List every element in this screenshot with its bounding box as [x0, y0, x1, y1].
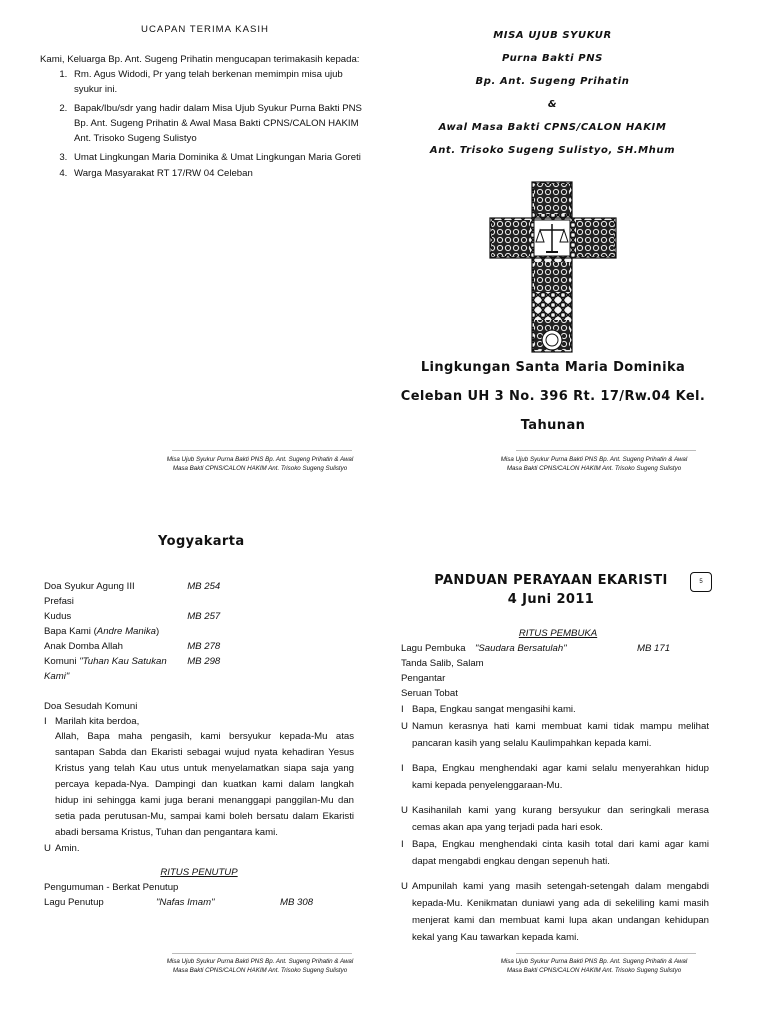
page-number-badge: 5: [690, 572, 712, 592]
doa-title: Doa Sesudah Komuni: [44, 701, 138, 712]
pengantar-line: Pengantar: [401, 673, 446, 684]
prayer-line: U Kasihanilah kami yang kurang bersyukur dan seringkali merasa cemas akan apa yang terjadi pada hari esok.: [401, 805, 709, 833]
cover-header: [400, 30, 705, 156]
table-row: Lagu Pembuka "Saudara Bersatulah" MB 171: [401, 643, 671, 654]
prayer-line: I Bapa, Engkau sangat mengasihi kami.: [401, 704, 576, 715]
table-row: Bapa Kami (Andre Manika): [44, 626, 160, 637]
pengumuman-line: Pengumuman - Berkat Penutup: [44, 882, 179, 893]
footer-separator: [172, 450, 352, 451]
communion-section: [44, 579, 354, 910]
cover-line: MISA UJUB SYUKUR: [493, 30, 612, 41]
prayer-line: U Ampunilah kami yang masih setengah-setengah dalam mengabdi kepada-Mu. Kenikmatan duniawi yang ada di sekeliling kami masih menjerat kami dan membuat kami lupa akan undangan kehidupan kekal yang Kau tawarkan kepada kami.: [401, 881, 709, 943]
footer-separator: [516, 450, 696, 451]
table-row: Lagu Penutup "Nafas Imam" MB 308: [44, 897, 314, 908]
prayer-line: U Namun kerasnya hati kami membuat kami tidak mampu melihat pancaran kasih yang selalu Kaulimpahkan kepada kami.: [401, 721, 709, 749]
location-name: Lingkungan Santa Maria Dominika: [420, 360, 686, 375]
table-row: Komuni "Tuhan Kau Satukan Kami" MB 298: [44, 656, 221, 682]
doa-body: Allah, Bapa maha pengasih, kami bersyukur kepada-Mu atas santapan Sabda dan Ekaristi sebagai wujud nyata kehadiran Yesus Kristus yang telah Kau utus untuk menyelamatkan siapa saja yang percaya kepada-Nya. Dampingi dan kuatkan kami dalam langkah hidup ini sehingga kami juga berani menanggapi panggilan-Mu dan setia pada perutusan-Mu, sampai kami boleh bersatu dalam Ekaristi abadi bersama Kristus, Tuhan dan pengantara kami.: [55, 731, 354, 838]
table-row: Doa Syukur Agung III MB 254: [44, 581, 221, 592]
list-item: 4. Warga Masyarakat RT 17/RW 04 Celeban: [70, 166, 370, 181]
cover-line: &: [547, 99, 558, 110]
prayer-line: I Bapa, Engkau menghendaki cinta kasih total dari kami agar kami dapat mengabdi engkau dengan sepenuh hati.: [401, 839, 709, 867]
cover-line: Awal Masa Bakti CPNS/CALON HAKIM: [438, 122, 667, 133]
page-footer: Misa Ujub Syukur Purna Bakti PNS Bp. Ant. Sugeng Prihatin & Awal Masa Bakti CPNS/CALON HAKIM Ant. Trisoko Sugeng Sulistyo: [166, 958, 354, 974]
location-address: Celeban UH 3 No. 396 Rt. 17/Rw.04 Kel.: [400, 389, 706, 404]
prayer-line: I Bapa, Engkau menghendaki agar kami selalu menyerahkan hidup kami kepada penyelenggaraan-Mu.: [401, 763, 709, 791]
liturgy-title: PANDUAN PERAYAAN EKARISTI 4 Juni 2011: [434, 573, 668, 607]
cover-line: Bp. Ant. Sugeng Prihatin: [475, 76, 630, 87]
footer-separator: [516, 953, 696, 954]
table-row: Anak Domba Allah MB 278: [44, 641, 221, 652]
ritus-penutup-title: RITUS PENUTUP: [160, 867, 238, 878]
thanks-title: UCAPAN TERIMA KASIH: [141, 24, 269, 35]
table-row: Kudus MB 257: [44, 611, 221, 622]
table-row: Prefasi: [44, 596, 74, 607]
location-district: Tahunan: [520, 418, 586, 433]
cover-line: Purna Bakti PNS: [502, 53, 603, 64]
ritus-pembuka-title: RITUS PEMBUKA: [518, 628, 598, 639]
doa-line: U Amin.: [44, 843, 80, 854]
opening-rites-section: [401, 626, 709, 946]
seruan-line: Seruan Tobat: [401, 688, 458, 699]
footer-separator: [172, 953, 352, 954]
doa-line: I Marilah kita berdoa,: [44, 716, 140, 727]
thanks-section: [40, 22, 370, 181]
page-footer: Misa Ujub Syukur Purna Bakti PNS Bp. Ant. Sugeng Prihatin & Awal Masa Bakti CPNS/CALON HAKIM Ant. Trisoko Sugeng Sulistyo: [500, 456, 688, 472]
list-item: 2. Bapak/Ibu/sdr yang hadir dalam Misa Ujub Syukur Purna Bakti PNS Bp. Ant. Sugeng Prihatin & Awal Masa Bakti CPNS/CALON HAKIM Ant. Trisoko Sugeng Sulistyo: [70, 101, 370, 146]
page-footer: Misa Ujub Syukur Purna Bakti PNS Bp. Ant. Sugeng Prihatin & Awal Masa Bakti CPNS/CALON HAKIM Ant. Trisoko Sugeng Sulistyo: [166, 456, 354, 472]
tanda-salib-line: Tanda Salib, Salam: [401, 658, 484, 669]
list-item: 3. Umat Lingkungan Maria Dominika & Umat Lingkungan Maria Goreti: [70, 150, 370, 165]
page-footer: Misa Ujub Syukur Purna Bakti PNS Bp. Ant. Sugeng Prihatin & Awal Masa Bakti CPNS/CALON HAKIM Ant. Trisoko Sugeng Sulistyo: [500, 958, 688, 974]
thanks-list: [40, 67, 370, 181]
cover-line: Ant. Trisoko Sugeng Sulistyo, SH.Mhum: [429, 145, 676, 156]
city-name: Yogyakarta: [158, 534, 245, 549]
celtic-cross-icon: [488, 180, 618, 355]
thanks-intro: Kami, Keluarga Bp. Ant. Sugeng Prihatin mengucapan terimakasih kepada:: [40, 54, 360, 65]
list-item: 1. Rm. Agus Widodi, Pr yang telah berkenan memimpin misa ujub syukur ini.: [70, 67, 370, 97]
cover-address: [398, 360, 708, 433]
